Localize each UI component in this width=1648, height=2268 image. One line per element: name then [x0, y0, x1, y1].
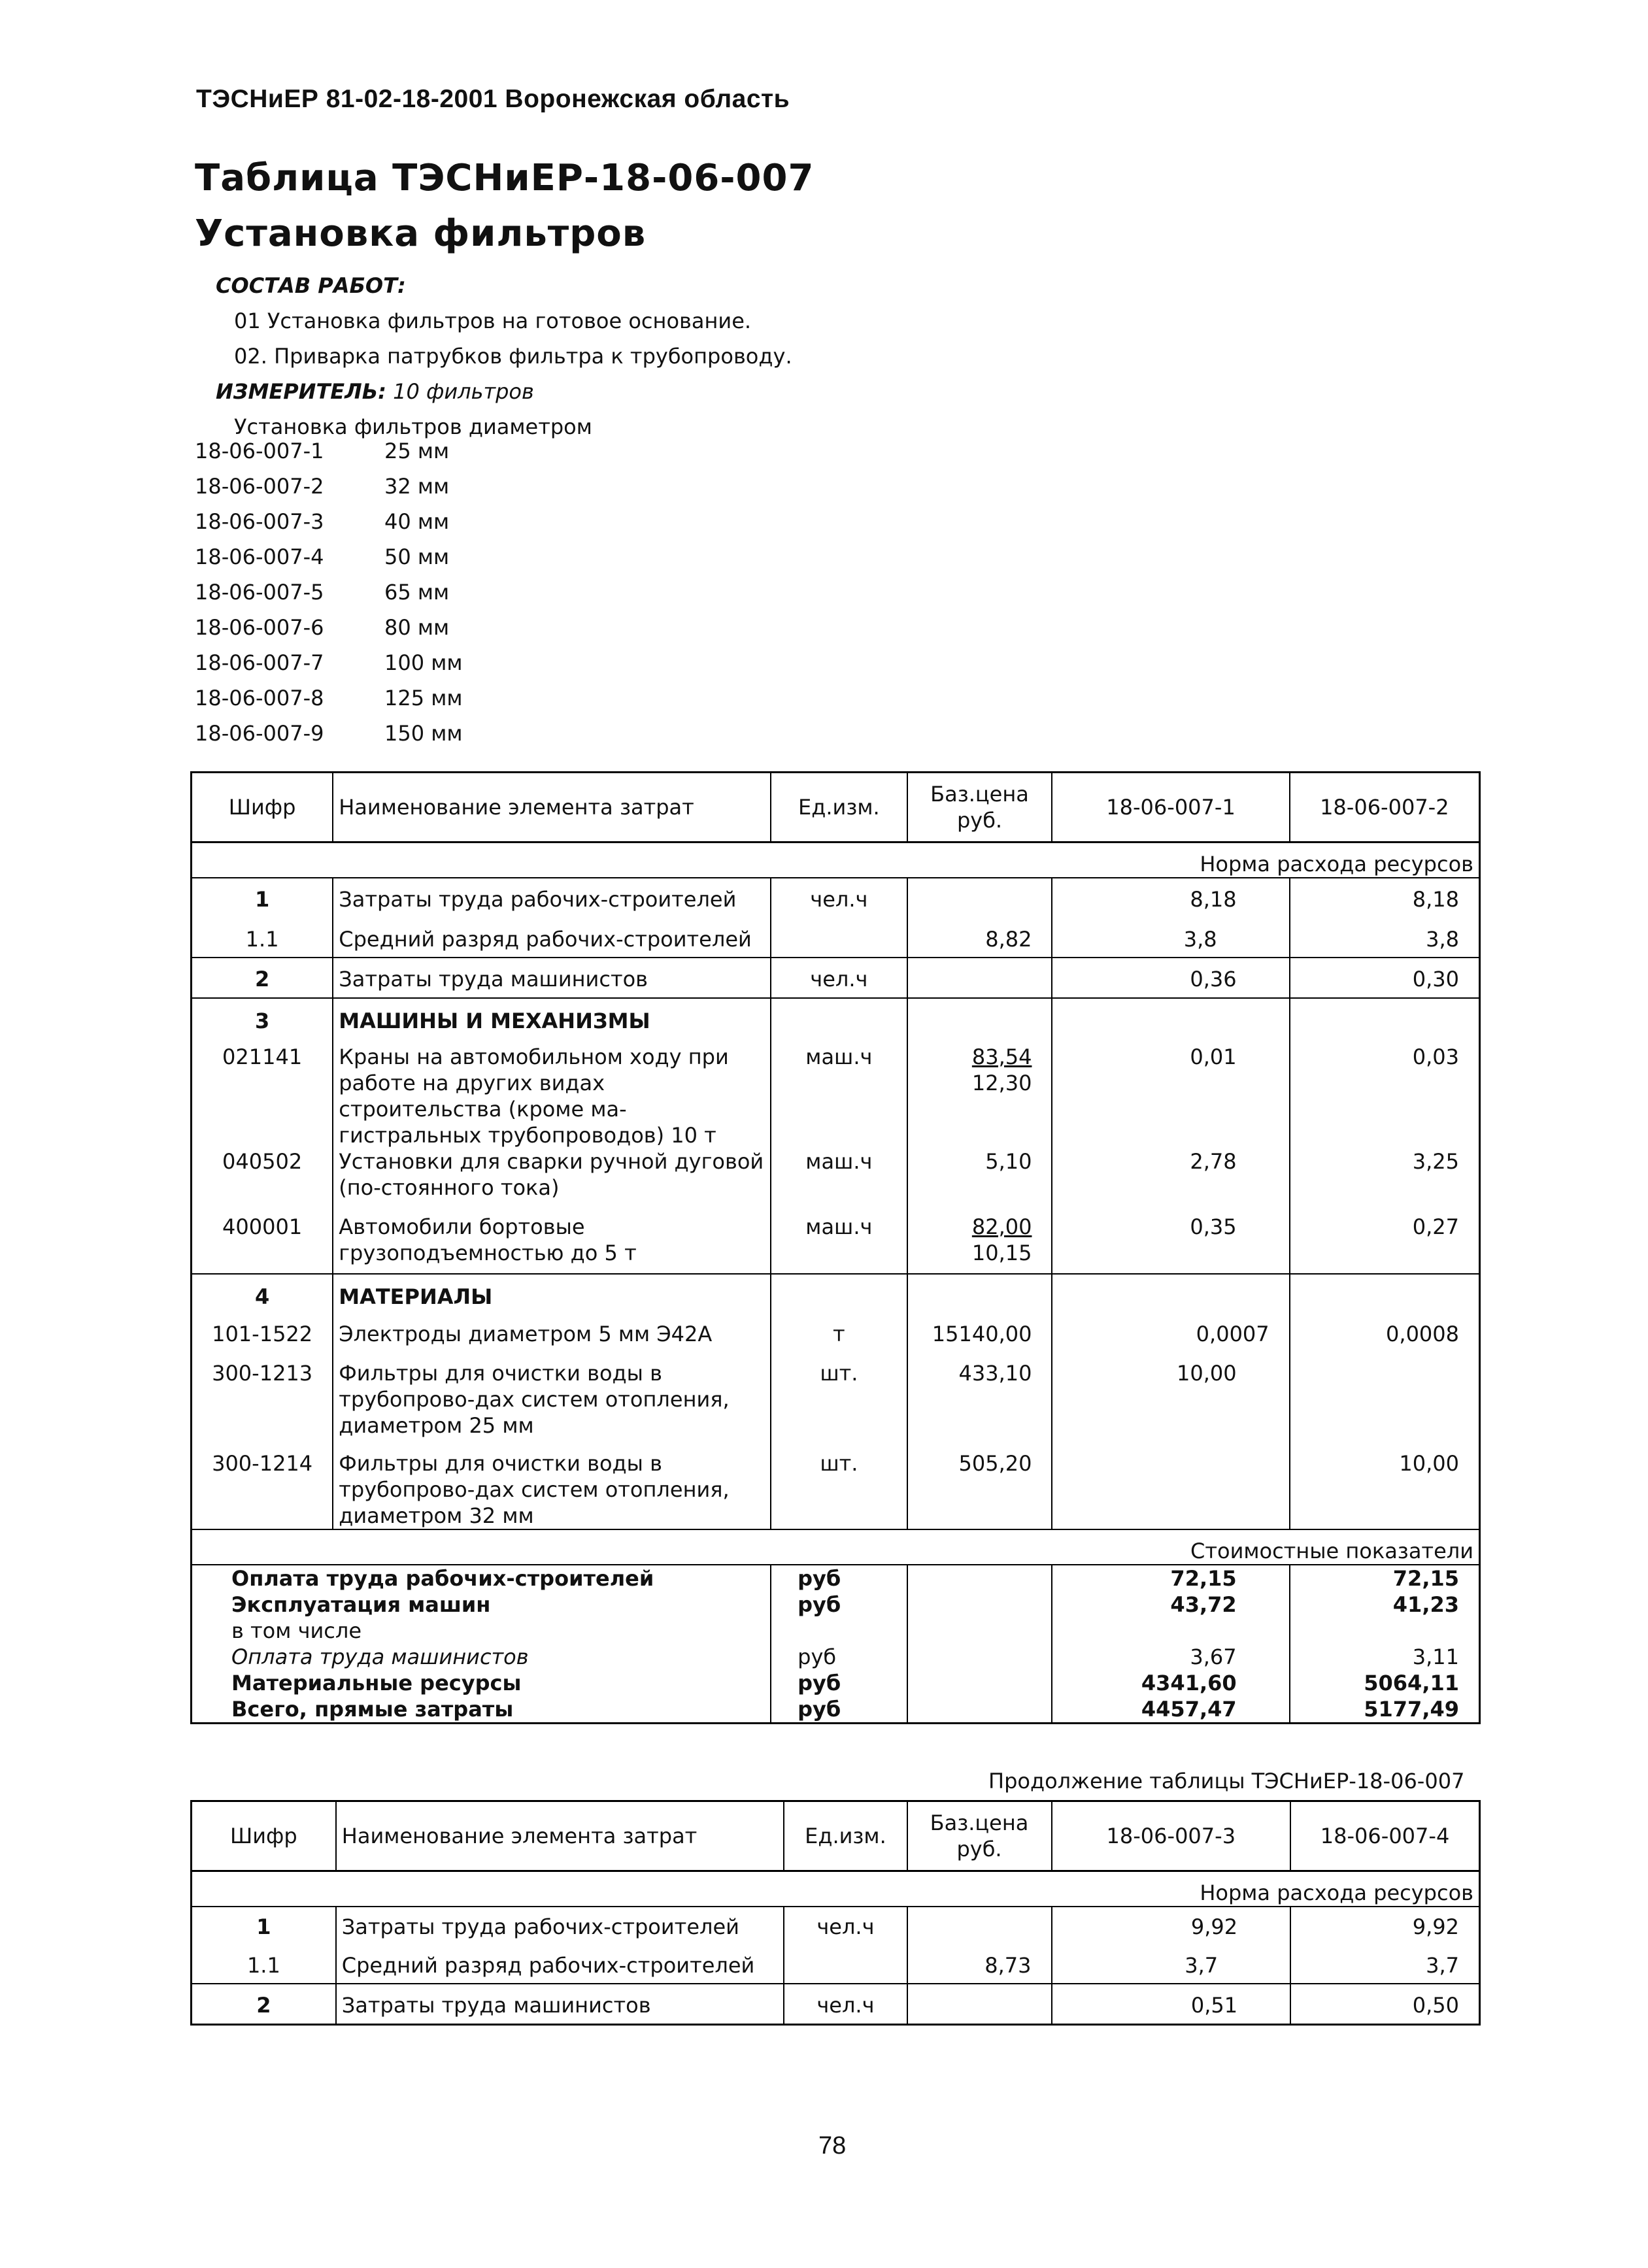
row-price: 8,82 [907, 917, 1052, 958]
row-code: 021141 [222, 1044, 303, 1069]
row-name: Краны на автомобильном ходу при работе на других видах строительства (кроме ма-гистральных трубопроводов) 10 т [333, 1039, 771, 1148]
document-header: ТЭСНиЕР 81-02-18-2001 Воронежская область [196, 85, 790, 113]
row-price [907, 1907, 1052, 1944]
cost-v2: 3,11 [1290, 1644, 1480, 1670]
cost-v2: 41,23 [1290, 1592, 1480, 1618]
row-code: 1.1 [192, 917, 333, 958]
cost-v2: 5064,11 [1290, 1670, 1480, 1696]
price-header-line2: руб. [956, 808, 1003, 833]
price-header-line2: руб. [956, 1837, 1002, 1861]
table-header-row [192, 1801, 1480, 1871]
col-name-header: Наименование элемента затрат [336, 1801, 784, 1871]
norm-section-label: Норма расхода ресурсов [192, 842, 1480, 878]
machines-code: 3 [254, 1009, 270, 1033]
cost-v1: 4457,47 [1052, 1696, 1289, 1724]
diameter-intro: Установка фильтров диаметром [234, 414, 592, 439]
row-unit: маш.ч [771, 1148, 907, 1214]
variant-code: 18-06-007-5 [195, 580, 324, 605]
norm-section-row [192, 842, 1480, 878]
row-unit: т [771, 1316, 907, 1355]
variant-code: 18-06-007-7 [195, 650, 324, 675]
col-variant2-header: 18-06-007-2 [1290, 773, 1480, 842]
row-name: Затраты труда машинистов [336, 1984, 784, 2024]
row-price [907, 958, 1052, 998]
materials-section-row [192, 1274, 1480, 1316]
row-v2: 0,30 [1290, 958, 1480, 998]
variant-row [195, 469, 463, 504]
variant-code: 18-06-007-4 [195, 544, 324, 569]
col-code-header: Шифр [192, 1801, 336, 1871]
row-code: 300-1214 [192, 1446, 333, 1529]
row-v1: 0,35 [1052, 1214, 1289, 1274]
table-row [192, 917, 1480, 958]
row-unit: чел.ч [771, 958, 907, 998]
row-v1: 2,78 [1052, 1148, 1289, 1214]
cost-row [192, 1592, 1480, 1618]
row-name: Электроды диаметром 5 мм Э42А [333, 1316, 771, 1355]
variant-size: 150 мм [384, 721, 463, 746]
row-unit: маш.ч [771, 1039, 907, 1148]
variant-code: 18-06-007-2 [195, 474, 324, 499]
cost-row [192, 1696, 1480, 1724]
variant-list [195, 433, 463, 751]
row-v2: 0,27 [1290, 1214, 1480, 1274]
variant-row [195, 575, 463, 610]
row-v1: 0,36 [1052, 958, 1289, 998]
row-v2: 10,00 [1290, 1446, 1480, 1529]
row-name: Затраты труда рабочих-строителей [333, 878, 771, 917]
row-v1: 3,7 [1052, 1944, 1291, 1984]
row-name: Средний разряд рабочих-строителей [333, 917, 771, 958]
table-row [192, 1039, 1480, 1148]
col-variant2-header: 18-06-007-4 [1290, 1801, 1479, 1871]
col-variant1-header: 18-06-007-1 [1052, 773, 1289, 842]
table-row [192, 1148, 1480, 1214]
cost-v2: 72,15 [1290, 1565, 1480, 1592]
table-row [192, 1446, 1480, 1529]
variant-row [195, 645, 463, 680]
row-code: 1.1 [192, 1944, 336, 1984]
row-code: 101-1522 [212, 1322, 313, 1346]
cost-name: Материальные ресурсы [231, 1671, 522, 1695]
row-v1: 10,00 [1052, 1355, 1289, 1446]
cost-section-label: Стоимостные показатели [192, 1529, 1480, 1565]
cost-name: Всего, прямые затраты [231, 1697, 514, 1722]
row-unit: чел.ч [784, 1907, 907, 1944]
cost-unit: руб [771, 1670, 907, 1696]
cost-row [192, 1565, 1480, 1592]
table-row [192, 1984, 1480, 2024]
row-unit: маш.ч [771, 1214, 907, 1274]
variant-row [195, 504, 463, 539]
cost-v1: 3,67 [1052, 1644, 1289, 1670]
row-price: 433,10 [907, 1355, 1052, 1446]
row-code: 1 [254, 887, 270, 912]
row-price: 5,10 [907, 1148, 1052, 1214]
row-price-sub: 12,30 [971, 1071, 1032, 1095]
row-v2: 8,18 [1290, 878, 1480, 917]
cost-unit: руб [771, 1592, 907, 1618]
cost-name: Оплата труда машинистов [231, 1644, 529, 1669]
row-code: 040502 [222, 1149, 303, 1174]
variant-row [195, 716, 463, 751]
variant-code: 18-06-007-1 [195, 439, 324, 463]
price-header-line1: Баз.цена [930, 782, 1029, 807]
row-v2: 3,7 [1290, 1944, 1479, 1984]
row-name: Установки для сварки ручной дуговой (по-стоянного тока) [333, 1148, 771, 1214]
col-unit-header: Ед.изм. [784, 1801, 907, 1871]
row-code: 300-1213 [212, 1361, 313, 1386]
col-code-header: Шифр [192, 773, 333, 842]
col-unit-header: Ед.изм. [771, 773, 907, 842]
row-unit [784, 1944, 907, 1984]
cost-v1: 72,15 [1052, 1565, 1289, 1592]
row-v1: 0,01 [1052, 1039, 1289, 1148]
cost-row [192, 1644, 1480, 1670]
row-v2: 0,0008 [1290, 1316, 1480, 1355]
table-row [192, 958, 1480, 998]
row-price: 8,73 [907, 1944, 1052, 1984]
table-row [192, 1355, 1480, 1446]
meter-line [216, 374, 792, 409]
variant-size: 65 мм [384, 580, 450, 605]
row-code: 2 [192, 958, 333, 998]
row-v2: 3,8 [1290, 917, 1480, 958]
work-item: 02. Приварка патрубков фильтра к трубопроводу. [234, 344, 792, 369]
variant-size: 80 мм [384, 615, 450, 640]
row-price: 15140,00 [907, 1316, 1052, 1355]
cost-name: в том числе [231, 1618, 362, 1643]
col-name-header: Наименование элемента затрат [333, 773, 771, 842]
row-name: Средний разряд рабочих-строителей [336, 1944, 784, 1984]
price-header-line1: Баз.цена [930, 1810, 1029, 1835]
table-header-row [192, 773, 1480, 842]
row-price: 505,20 [907, 1446, 1052, 1529]
norm-section-row [192, 1871, 1480, 1907]
row-v1: 3,8 [1052, 917, 1289, 958]
row-name: Затраты труда машинистов [333, 958, 771, 998]
row-v1: 8,18 [1052, 878, 1289, 917]
variant-code: 18-06-007-6 [195, 615, 324, 640]
table-row [192, 1316, 1480, 1355]
work-item: 01 Установка фильтров на готовое основание. [234, 309, 752, 333]
table-subtitle: Установка фильтров [195, 212, 647, 255]
materials-code: 4 [254, 1284, 270, 1309]
row-v2: 0,50 [1290, 1984, 1479, 2024]
row-name: Автомобили бортовые грузоподъемностью до 5 т [333, 1214, 771, 1274]
variant-row [195, 539, 463, 575]
row-price [907, 878, 1052, 917]
row-v1: 0,0007 [1052, 1316, 1289, 1355]
work-composition [216, 268, 792, 444]
materials-title: МАТЕРИАЛЫ [333, 1274, 771, 1316]
cost-name: Эксплуатация машин [231, 1592, 491, 1617]
row-v2: 3,25 [1290, 1148, 1480, 1214]
work-heading: СОСТАВ РАБОТ: [216, 273, 406, 298]
cost-row [192, 1670, 1480, 1696]
row-v1: 0,51 [1052, 1984, 1291, 2024]
table-title: Таблица ТЭСНиЕР-18-06-007 [195, 157, 815, 199]
row-v2: 9,92 [1290, 1907, 1479, 1944]
variant-size: 40 мм [384, 509, 450, 534]
page-number: 78 [818, 2132, 847, 2160]
table-row [192, 878, 1480, 917]
cost-name: Оплата труда рабочих-строителей [231, 1566, 654, 1591]
continuation-note: Продолжение таблицы ТЭСНиЕР-18-06-007 [988, 1769, 1465, 1793]
variant-row [195, 610, 463, 645]
row-v1 [1052, 1446, 1289, 1529]
variant-row [195, 433, 463, 469]
variant-size: 32 мм [384, 474, 450, 499]
resource-table-2 [190, 1800, 1481, 2026]
norm-section-label: Норма расхода ресурсов [192, 1871, 1480, 1907]
col-price-header [907, 773, 1052, 842]
cost-v2: 5177,49 [1290, 1696, 1480, 1724]
col-price-header [907, 1801, 1052, 1871]
row-price-cell [907, 1214, 1052, 1274]
row-code: 2 [256, 1993, 271, 2018]
row-unit: шт. [771, 1446, 907, 1529]
row-unit: чел.ч [784, 1984, 907, 2024]
row-v2 [1290, 1355, 1480, 1446]
meter-value: 10 фильтров [393, 379, 534, 404]
row-price-cell [907, 1039, 1052, 1148]
cost-unit: руб [771, 1696, 907, 1724]
machines-section-row [192, 998, 1480, 1039]
row-price [907, 1984, 1052, 2024]
cost-section-row [192, 1529, 1480, 1565]
variant-code: 18-06-007-8 [195, 686, 324, 710]
row-v1: 9,92 [1052, 1907, 1291, 1944]
cost-unit: руб [771, 1644, 907, 1670]
table-row [192, 1214, 1480, 1274]
cost-row [192, 1618, 1480, 1644]
row-unit: шт. [771, 1355, 907, 1446]
resource-table-1 [190, 771, 1481, 1724]
row-code: 400001 [192, 1214, 333, 1274]
variant-size: 50 мм [384, 544, 450, 569]
row-price: 82,00 [971, 1214, 1032, 1239]
row-name: Фильтры для очистки воды в трубопрово-дах систем отопления, диаметром 25 мм [333, 1355, 771, 1446]
table-row [192, 1944, 1480, 1984]
row-name: Фильтры для очистки воды в трубопрово-дах систем отопления, диаметром 32 мм [333, 1446, 771, 1529]
cost-v1: 43,72 [1052, 1592, 1289, 1618]
variant-size: 100 мм [384, 650, 463, 675]
table-row [192, 1907, 1480, 1944]
cost-unit: руб [771, 1565, 907, 1592]
variant-code: 18-06-007-9 [195, 721, 324, 746]
variant-size: 25 мм [384, 439, 450, 463]
machines-title: МАШИНЫ И МЕХАНИЗМЫ [333, 998, 771, 1039]
row-unit: чел.ч [771, 878, 907, 917]
col-variant1-header: 18-06-007-3 [1052, 1801, 1291, 1871]
cost-v1: 4341,60 [1052, 1670, 1289, 1696]
row-unit [771, 917, 907, 958]
row-v2: 0,03 [1290, 1039, 1480, 1148]
row-name: Затраты труда рабочих-строителей [336, 1907, 784, 1944]
variant-row [195, 680, 463, 716]
row-price-sub: 10,15 [971, 1241, 1032, 1265]
variant-size: 125 мм [384, 686, 463, 710]
row-code: 1 [256, 1914, 271, 1939]
row-price: 83,54 [971, 1044, 1032, 1069]
meter-label: ИЗМЕРИТЕЛЬ: [216, 379, 386, 404]
variant-code: 18-06-007-3 [195, 509, 324, 534]
